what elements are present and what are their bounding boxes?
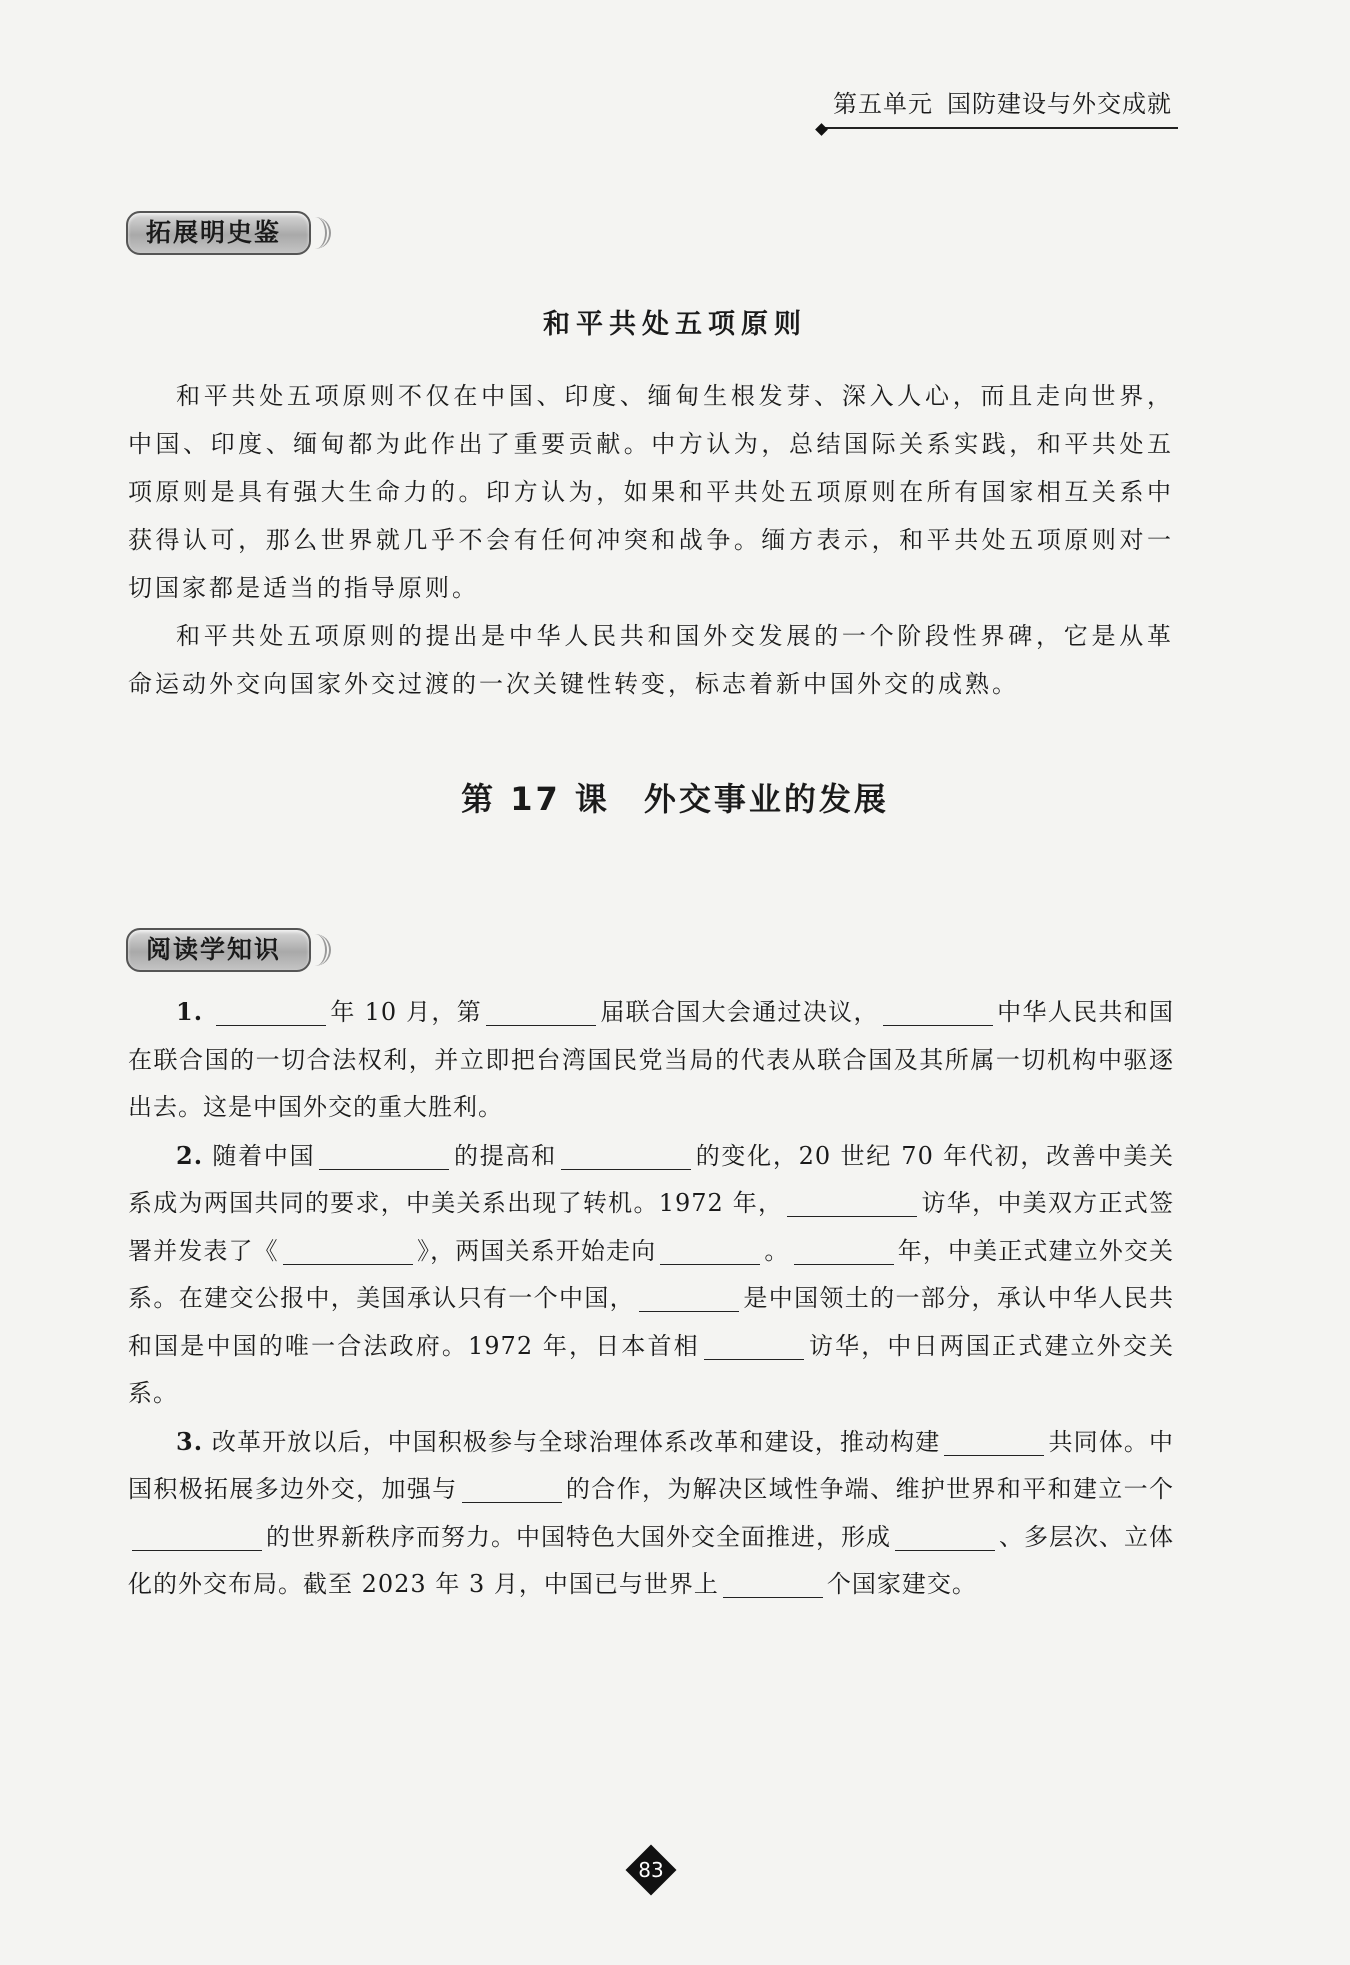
- unit-topic: 国防建设与外交成就: [947, 90, 1172, 118]
- fill-blank[interactable]: [132, 1524, 262, 1551]
- essay-title: 和平共处五项原则: [543, 309, 807, 340]
- question-number: 3.: [176, 1426, 204, 1456]
- question-3: 3. 改革开放以后，中国积极参与全球治理体系改革和建设，推动构建 共同体。中国积极拓展多边外交，加强与 的合作，为解决区域性争端、维护世界和平和建立一个的世界新秩序而努力。中国特色大国外交全面推进，形成 、多层次、立体化的外交布局。截至 2023 年 3 月，中国已与世界上 个国家建交。: [128, 1426, 1175, 1598]
- running-head: [833, 84, 1172, 119]
- fill-blank[interactable]: [704, 1333, 804, 1360]
- header-rule: [825, 127, 1178, 129]
- essay-paragraph-2: 和平共处五项原则的提出是中华人民共和国外交发展的一个阶段性界碑，它是从革命运动外交向国家外交过渡的一次关键性转变，标志着新中国外交的成熟。: [128, 622, 1174, 698]
- diamond-icon: [815, 123, 828, 136]
- fill-blank[interactable]: [486, 999, 596, 1026]
- fill-blank[interactable]: [216, 999, 326, 1026]
- page-number: 83: [629, 1848, 673, 1892]
- fill-blank[interactable]: [639, 1285, 739, 1312]
- fill-blank[interactable]: [794, 1238, 894, 1265]
- fill-blank[interactable]: [895, 1524, 995, 1551]
- fill-blank[interactable]: [283, 1238, 413, 1265]
- section-tag-extension: 拓展明史鉴: [126, 211, 311, 255]
- fill-blank[interactable]: [462, 1476, 562, 1503]
- fill-blank[interactable]: [883, 999, 993, 1026]
- lesson-number: 第 17 课: [461, 780, 610, 818]
- question-list: [128, 988, 1174, 1609]
- section-tag-reading: 阅读学知识: [126, 928, 311, 972]
- essay-body: [128, 372, 1174, 708]
- essay-paragraph-1: 和平共处五项原则不仅在中国、印度、缅甸生根发芽、深入人心，而且走向世界，中国、印度、缅甸都为此作出了重要贡献。中方认为，总结国际关系实践，和平共处五项原则是具有强大生命力的。印方认为，如果和平共处五项原则在所有国家相互关系中获得认可，那么世界就几乎不会有任何冲突和战争。缅方表示，和平共处五项原则对一切国家都是适当的指导原则。: [128, 382, 1174, 602]
- question-2: 2. 随着中国 的提高和 的变化，20 世纪 70 年代初，改善中美关系成为两国共同的要求，中美关系出现了转机。1972 年， 访华，中美双方正式签署并发表了《 》，两国关系开始走向 。 年，中美正式建立外交关系。在建交公报中，美国承认只有一个中国， 是中国领土的一部分，承认中华人民共和国是中国的唯一合法政府。1972 年，日本首相 访华，中日两国正式建立外交关系。: [128, 1140, 1175, 1407]
- lesson-title: [0, 774, 1350, 820]
- unit-label: 第五单元: [833, 90, 933, 118]
- fill-blank[interactable]: [561, 1143, 691, 1170]
- question-number: 1.: [176, 997, 204, 1026]
- question-number: 2.: [176, 1140, 204, 1170]
- fill-blank[interactable]: [660, 1238, 760, 1265]
- fill-blank[interactable]: [944, 1429, 1044, 1456]
- question-1: 1. 年 10 月，第 届联合国大会通过决议， 中华人民共和国在联合国的一切合法权利，并立即把台湾国民党当局的代表从联合国及其所属一切机构中驱逐出去。这是中国外交的重大胜利。: [128, 997, 1175, 1121]
- fill-blank[interactable]: [787, 1190, 917, 1217]
- fill-blank[interactable]: [319, 1143, 449, 1170]
- lesson-name: 外交事业的发展: [643, 780, 889, 818]
- fill-blank[interactable]: [723, 1571, 823, 1598]
